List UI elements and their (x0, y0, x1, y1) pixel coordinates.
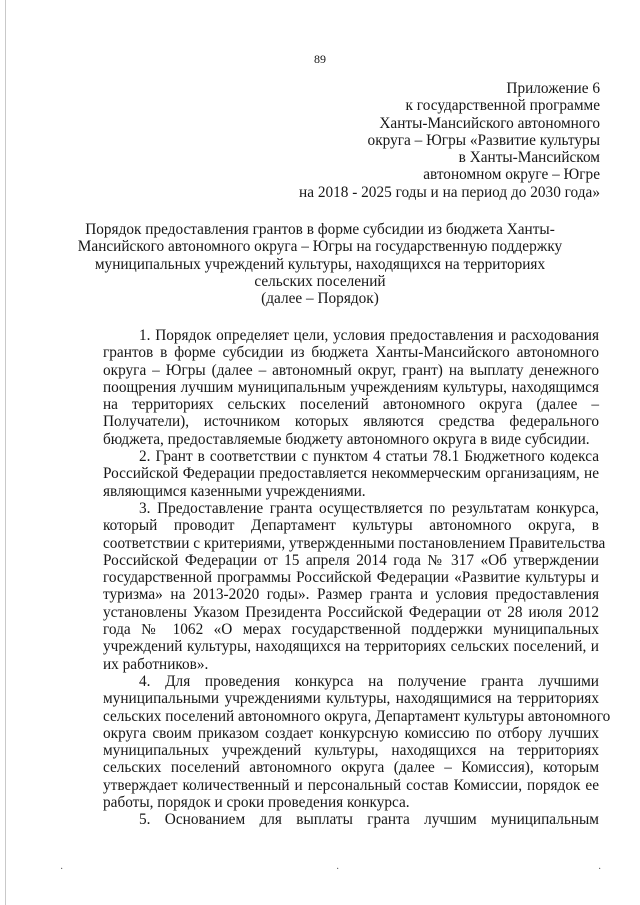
paragraph-line: Российской Федерации предоставляется некоммерческим организациям, не (103, 465, 599, 483)
scan-dot: · (598, 864, 602, 875)
paragraph-3 (103, 499, 606, 673)
paragraph-line: поощрения лучшим муниципальным учреждениям культуры, находящимся (103, 378, 599, 396)
paragraph-4 (103, 672, 611, 812)
paragraph-line: сельских поселений автономного округа (далее – Комиссия), которым (103, 759, 599, 777)
paragraph-line: их работников». (103, 655, 209, 673)
title-line: муниципальных учреждений культуры, находящихся на территориях (94, 255, 546, 273)
paragraph-line: сельских поселений автономного округа, Департамент культуры автономного (103, 707, 611, 725)
paragraph-line: бюджета, предоставляемые бюджету автономного округа в виде субсидии. (103, 430, 590, 448)
paragraph-line: 2. Грант в соответствии с пунктом 4 статьи 78.1 Бюджетного кодекса (139, 448, 599, 466)
appendix-line: на 2018 - 2025 годы и на период до 2030 года» (299, 183, 600, 201)
scan-dot: · (336, 864, 340, 875)
paragraph-line: который проводит Департамент культуры автономного округа, в (103, 517, 599, 535)
paragraph-line: муниципальных учреждений культуры, находящихся на территориях (103, 742, 599, 760)
appendix-line: Ханты-Мансийского автономного (379, 114, 600, 132)
appendix-line: автономном округе – Югре (423, 166, 600, 184)
paragraph-line: государственной программы Российской Федерации «Развитие культуры и (103, 569, 599, 587)
paragraph-line: туризма» на 2013-2020 годы». Размер гранта и условия предоставления (103, 586, 599, 604)
appendix-line: округа – Югры «Развитие культуры (367, 131, 600, 149)
page-number: 89 (314, 52, 326, 66)
title-line: Порядок предоставления грантов в форме субсидии из бюджета Ханты- (85, 221, 555, 238)
paragraph-line: утверждает количественный и персональный состав Комиссии, порядок ее (103, 776, 599, 794)
paragraph-line: округа – Югры (далее – автономный округ, грант) на выплату денежного (103, 361, 599, 379)
paragraph-line: 5. Основанием для выплаты гранта лучшим муниципальным (139, 811, 599, 829)
paragraph-line: установлены Указом Президента Российской Федерации от 28 июля 2012 (103, 603, 599, 621)
paragraph-line: соответствии с критериями, утвержденными постановлением Правительства (103, 534, 606, 552)
paragraph-line: Российской Федерации от 15 апреля 2014 года № 317 «Об утверждении (103, 551, 599, 569)
appendix-line: к государственной программе (405, 97, 600, 115)
document-title (60, 221, 580, 307)
appendix-header (270, 80, 600, 201)
paragraph-1 (103, 327, 599, 448)
paragraph-line: Получатели), источником которых являются средства федерального (103, 413, 599, 431)
paragraph-line: округа своим приказом создает конкурсную комиссию по отбору лучших (103, 724, 599, 742)
paragraph-line: муниципальными учреждениями культуры, находящимися на территориях (103, 690, 599, 708)
paragraph-line: 3. Предоставление гранта осуществляется по результатам конкурса, (139, 499, 599, 517)
scan-margin-line (5, 0, 6, 905)
paragraph-line: учреждений культуры, находящихся на территориях сельских поселений, и (103, 638, 599, 656)
appendix-line: в Ханты-Мансийском (458, 149, 600, 167)
paragraph-5 (103, 811, 599, 828)
document-body (103, 327, 611, 829)
title-line: (далее – Порядок) (261, 290, 379, 308)
paragraph-line: являющимся казенными учреждениями. (103, 482, 366, 500)
scan-dot: · (60, 864, 64, 875)
paragraph-line: 1. Порядок определяет цели, условия предоставления и расходования (139, 327, 599, 344)
paragraph-2 (103, 448, 599, 500)
title-line: сельских поселений (254, 272, 386, 290)
paragraph-line: на территориях сельских поселений автономного округа (далее – (103, 396, 599, 414)
paragraph-line: 4. Для проведения конкурса на получение гранта лучшими (139, 672, 599, 690)
appendix-line: Приложение 6 (506, 80, 600, 97)
paragraph-line: грантов в форме субсидии из бюджета Ханты-Мансийского автономного (103, 344, 599, 362)
paragraph-line: работы, порядок и сроки проведения конкурса. (103, 794, 410, 812)
title-line: Мансийского автономного округа – Югры на государственную поддержку (77, 238, 563, 256)
paragraph-line: года № 1062 «О мерах государственной поддержки муниципальных (103, 621, 599, 639)
